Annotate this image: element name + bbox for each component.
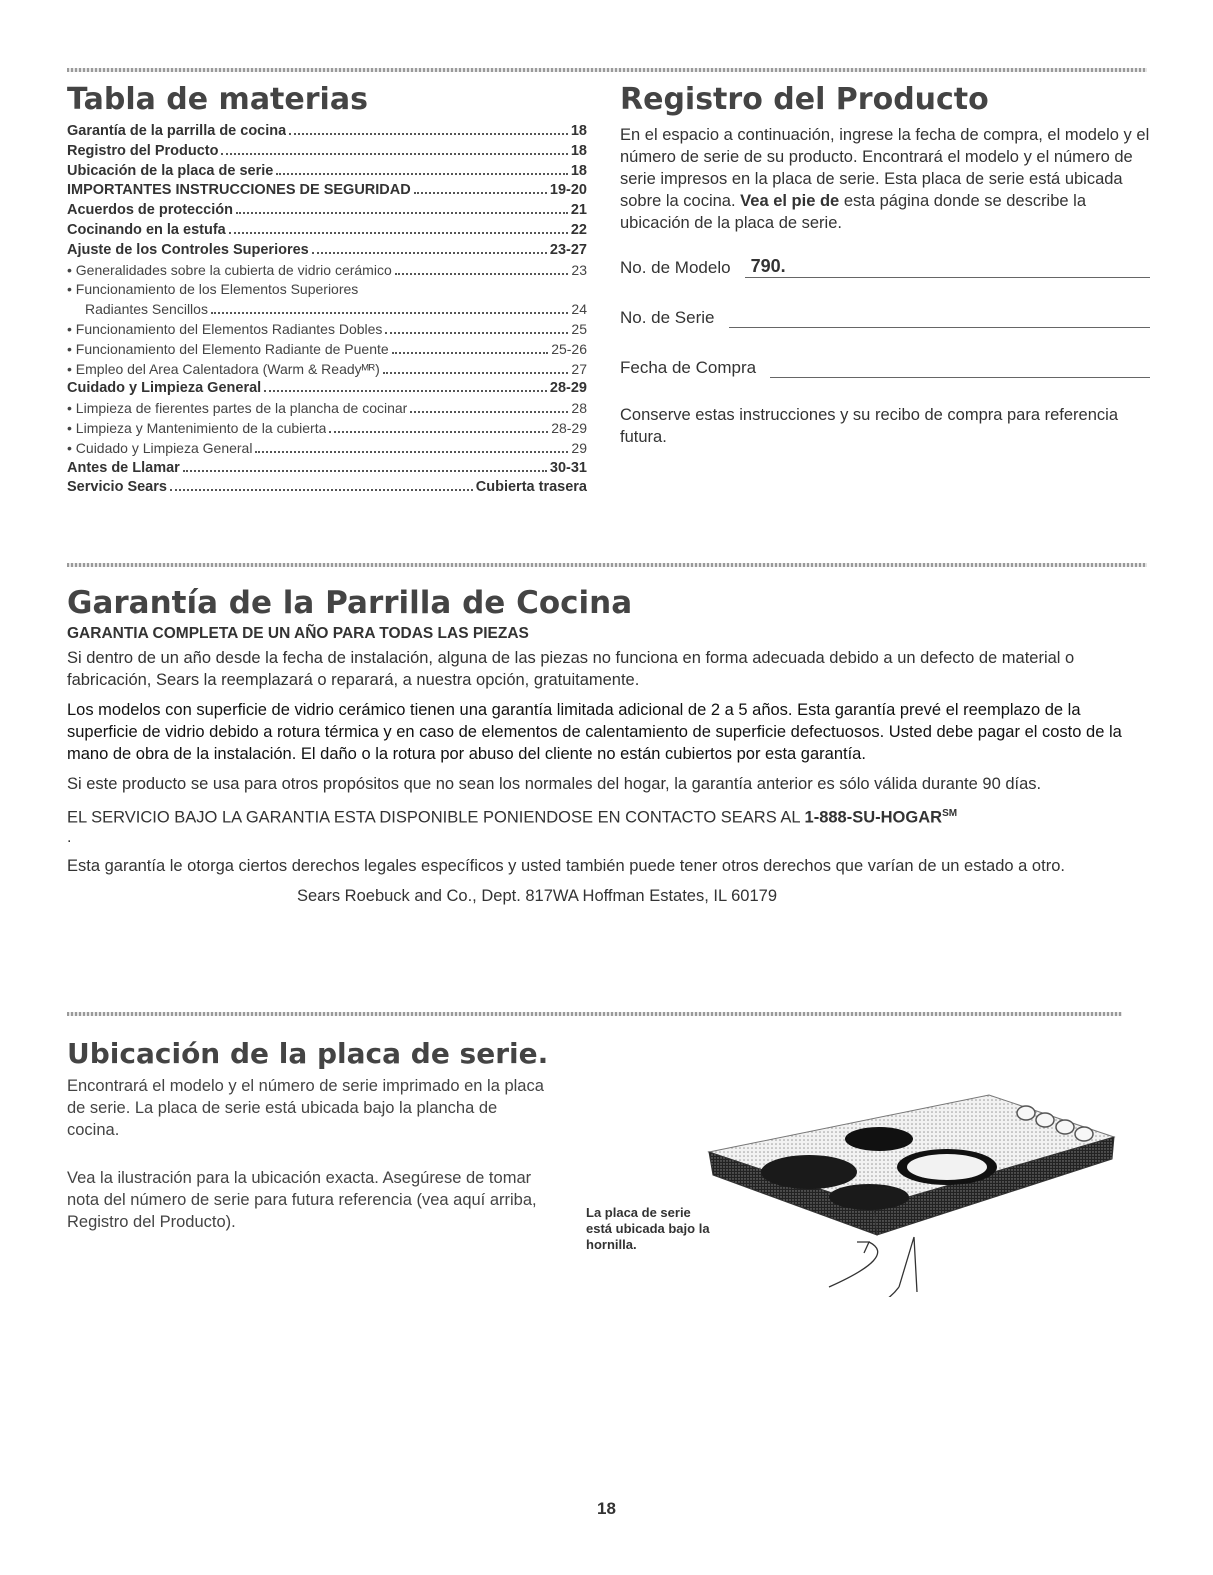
toc-leader-dots xyxy=(211,312,568,314)
stray-period: . xyxy=(67,828,72,846)
toc-entry-page: 27 xyxy=(571,360,587,377)
toc-entry-label: Registro del Producto xyxy=(67,142,219,159)
toc-leader-dots xyxy=(329,431,548,433)
toc-entry xyxy=(67,379,587,399)
keep-instructions-note: Conserve estas instrucciones y su recibo de compra para referencia futura. xyxy=(620,406,1118,446)
toc-entry xyxy=(67,439,587,459)
toc-leader-dots xyxy=(221,153,567,155)
warranty-paragraph-1: Si dentro de un año desde la fecha de instalación, alguna de las piezas no funciona en forma adecuada debido a un defecto de material o fabricación, Sears la reemplazará o reparará, a nuestra opción, gratuitamente. xyxy=(67,649,1075,689)
purchase-date-field[interactable] xyxy=(620,356,1150,378)
toc-leader-dots xyxy=(229,232,568,234)
toc-entry-label: IMPORTANTES INSTRUCCIONES DE SEGURIDAD xyxy=(67,182,411,199)
serial-plate-title: Ubicación de la placa de serie. xyxy=(67,1037,549,1070)
toc-entry-page: Cubierta trasera xyxy=(475,479,587,496)
toc-leader-dots xyxy=(289,133,568,135)
purchase-date-line[interactable] xyxy=(770,357,1150,378)
toc-entry-page: 28-29 xyxy=(549,380,587,397)
toc-entry-label: Cocinando en la estufa xyxy=(67,221,226,238)
serial-plate-paragraph-1: Encontrará el modelo y el número de serie imprimado en la placa de serie. La placa de serie está ubicada bajo la plancha de cocina. xyxy=(67,1077,544,1139)
toc-entry-page: 29 xyxy=(571,439,587,456)
toc-entry-label: • Funcionamiento del Elementos Radiantes Dobles xyxy=(67,320,382,340)
model-number-value[interactable]: 790. xyxy=(745,257,1150,278)
warranty-paragraph-3: Si este producto se usa para otros propósitos que no sean los normales del hogar, la garantía anterior es sólo válida durante 90 días. xyxy=(67,775,1042,793)
toc-entry xyxy=(67,122,587,142)
model-number-label: No. de Modelo xyxy=(620,258,731,277)
page-number: 18 xyxy=(597,1499,616,1518)
middle-divider xyxy=(67,563,1147,567)
knob-icon xyxy=(1036,1113,1054,1127)
toc-entry-page: 19-20 xyxy=(549,182,587,199)
warranty-title: Garantía de la Parrilla de Cocina xyxy=(67,585,633,621)
toc-entry xyxy=(67,300,587,320)
toc-entry-label: Ubicación de la placa de serie xyxy=(67,162,274,179)
toc-entry-page: 18 xyxy=(570,123,587,139)
toc-leader-dots xyxy=(383,372,569,374)
toc-entry-label: Acuerdos de protección xyxy=(67,202,233,219)
toc-entry xyxy=(67,320,587,340)
toc-entry xyxy=(67,459,587,479)
registration-intro: En el espacio a continuación, ingrese la fecha de compra, el modelo y el número de serie de su producto. Encontrará el modelo y el número de serie impresos en la placa de serie. Esta placa de serie está ubicada sobre la cocina. Vea el pie de esta página donde se describe la ubicación de la placa de serie. xyxy=(620,126,1150,232)
toc-title: Tabla de materias xyxy=(67,82,368,117)
toc-entry xyxy=(67,261,587,281)
warranty-subtitle: GARANTIA COMPLETA DE UN AÑO PARA TODAS LAS PIEZAS xyxy=(67,625,529,642)
toc-entry-page: 28-29 xyxy=(551,419,587,436)
knob-icon xyxy=(1056,1120,1074,1134)
toc-leader-dots xyxy=(183,470,547,472)
toc-entry-label: • Empleo del Area Calentadora (Warm & Readyᴹᴿ) xyxy=(67,360,380,380)
burner-icon xyxy=(845,1127,913,1151)
toc-leader-dots xyxy=(395,273,569,275)
serial-plate-paragraph-2: Vea la ilustración para la ubicación exacta. Asegúrese de tomar nota del número de serie para futura referencia (vea aquí arriba, Registro del Producto). xyxy=(67,1169,537,1231)
toc-entry-page: 24 xyxy=(571,301,587,318)
toc-entry-label: Servicio Sears xyxy=(67,479,167,496)
toc-entry-label: • Generalidades sobre la cubierta de vidrio cerámico xyxy=(67,261,392,281)
burner-icon xyxy=(829,1184,909,1210)
serial-number-line[interactable] xyxy=(729,307,1151,328)
serial-plate-location xyxy=(67,1037,1127,1337)
toc-entry xyxy=(67,340,587,360)
toc-entry-page: 23 xyxy=(571,261,587,278)
knob-icon xyxy=(1017,1106,1035,1120)
toc-leader-dots xyxy=(255,451,568,453)
toc-leader-dots xyxy=(170,489,473,491)
top-divider xyxy=(67,68,1147,72)
toc-leader-dots xyxy=(312,252,547,254)
toc-entry-label: Radiantes Sencillos xyxy=(85,301,208,318)
toc-entry-label: Antes de Llamar xyxy=(67,459,180,476)
serial-number-label: No. de Serie xyxy=(620,308,715,327)
toc-leader-dots xyxy=(264,390,547,392)
toc-entry-page: 21 xyxy=(570,202,587,219)
toc-leader-dots xyxy=(385,332,568,334)
warranty-paragraph-2: Los modelos con superficie de vidrio cerámico tienen una garantía limitada adicional de 2 a 5 años. Esta garantía prevé el reemplazo de la superficie de vidrio debido a rotura térmica y en caso de elementos de calentamiento de superficie defectuosos. Usted debe pagar el costo de la mano de obra de la instalación. El daño o la rotura por abuso del cliente no están cubiertos por esta garantía. xyxy=(67,701,1122,763)
toc-entry-page: 25-26 xyxy=(551,340,587,357)
knob-icon xyxy=(1075,1127,1093,1141)
purchase-date-label: Fecha de Compra xyxy=(620,358,757,377)
toc-leader-dots xyxy=(392,352,549,354)
product-registration xyxy=(620,82,1150,448)
toc-entry xyxy=(67,419,587,439)
toc-entry-page: 18 xyxy=(570,142,587,159)
table-of-contents xyxy=(67,82,587,498)
serial-plate-callout: La placa de serie está ubicada bajo la hornilla. xyxy=(586,1205,710,1252)
warranty-service-line: EL SERVICIO BAJO LA GARANTIA ESTA DISPONIBLE PONIENDOSE EN CONTACTO SEARS AL 1-888-SU-HOGAR℠ xyxy=(67,808,958,827)
burner-inner-ring xyxy=(907,1154,987,1180)
model-number-field[interactable] xyxy=(620,256,1150,278)
toc-entry-page: 28 xyxy=(571,400,587,417)
toc-leader-dots xyxy=(414,192,547,194)
toc-entry-label: Ajuste de los Controles Superiores xyxy=(67,241,309,258)
registration-intro-bold: Vea el pie de xyxy=(740,192,840,210)
toc-leader-dots xyxy=(276,173,568,175)
toc-entry-page: 23-27 xyxy=(549,241,587,258)
lower-divider xyxy=(67,1012,1122,1016)
toc-entry-label: • Funcionamiento de los Elementos Superiores xyxy=(67,280,358,300)
cooktop-illustration xyxy=(699,1067,1119,1297)
toc-entry xyxy=(67,221,587,241)
toc-entry xyxy=(67,280,587,300)
serial-number-field[interactable] xyxy=(620,306,1150,328)
toc-leader-dots xyxy=(410,411,568,413)
service-phone-number: 1-888-SU-HOGAR xyxy=(804,808,943,827)
toc-entry xyxy=(67,142,587,162)
toc-entry-label: • Limpieza de fierentes partes de la plancha de cocinar xyxy=(67,399,407,419)
callout-arrowhead-icon xyxy=(857,1242,869,1253)
toc-entry-page: 18 xyxy=(570,162,587,179)
toc-entry-page: 25 xyxy=(571,320,587,337)
toc-entry-label: • Limpieza y Mantenimiento de la cubierta xyxy=(67,419,326,439)
toc-entry-label: • Funcionamiento del Elemento Radiante de Puente xyxy=(67,340,389,360)
warranty-section xyxy=(67,585,1127,915)
toc-entry xyxy=(67,360,587,380)
warranty-paragraph-5: Esta garantía le otorga ciertos derechos legales específicos y usted también puede tener otros derechos que varían de un estado a otro. xyxy=(67,856,1065,875)
toc-entry-label: Garantía de la parrilla de cocina xyxy=(67,123,287,139)
toc-entry xyxy=(67,399,587,419)
toc-entry xyxy=(67,162,587,182)
registration-title: Registro del Producto xyxy=(620,82,989,117)
toc-entry xyxy=(67,201,587,221)
sears-address: Sears Roebuck and Co., Dept. 817WA Hoffman Estates, IL 60179 xyxy=(297,886,777,905)
toc-entry xyxy=(67,478,587,498)
toc-entry-label: Cuidado y Limpieza General xyxy=(67,380,262,397)
toc-entry xyxy=(67,181,587,201)
toc-leader-dots xyxy=(236,212,568,214)
toc-entry-label: • Cuidado y Limpieza General xyxy=(67,439,252,459)
toc-entry-page: 30-31 xyxy=(549,459,587,476)
burner-icon xyxy=(761,1155,857,1189)
toc-entry xyxy=(67,241,587,261)
toc-entry-page: 22 xyxy=(570,221,587,238)
callout-arrow xyxy=(829,1242,878,1287)
toc-list xyxy=(67,122,587,498)
